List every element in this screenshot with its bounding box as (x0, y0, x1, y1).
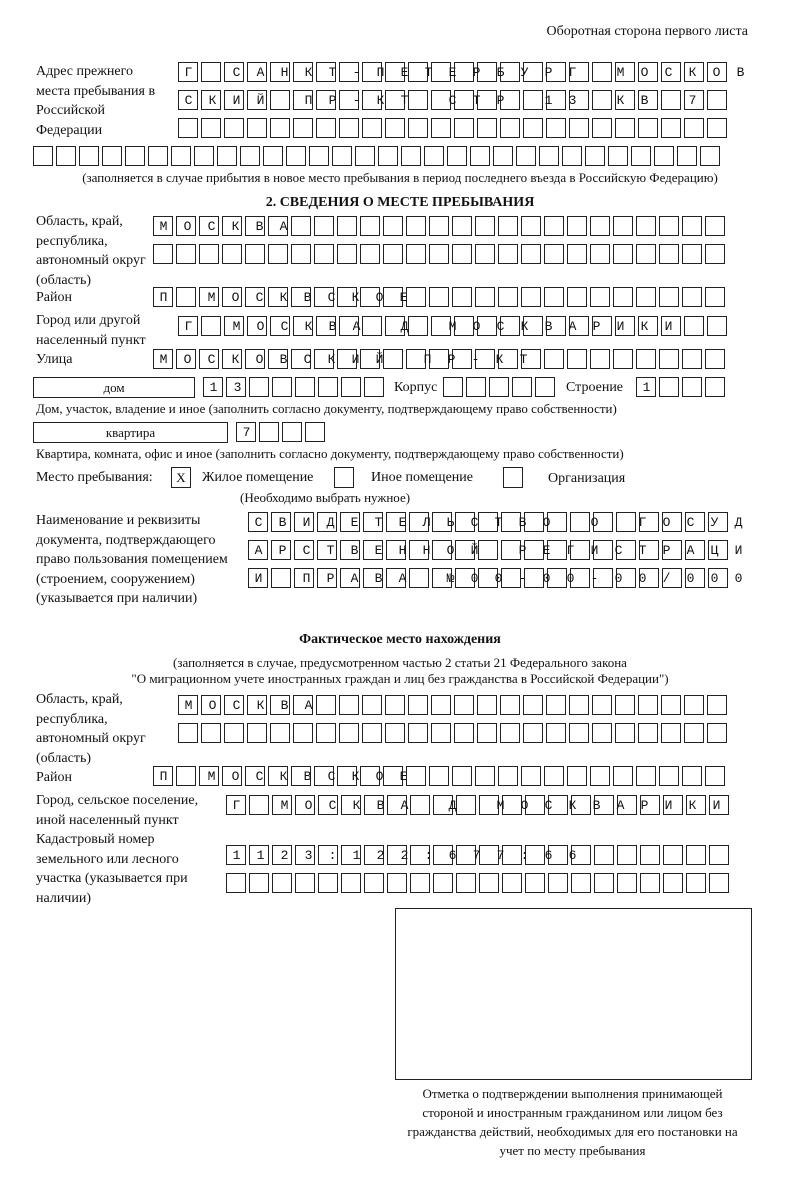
building-label: Строение (566, 380, 624, 395)
char-cell[interactable] (613, 244, 633, 264)
char-cell[interactable] (316, 118, 336, 138)
char-cell[interactable] (631, 146, 651, 166)
char-cell[interactable] (707, 695, 727, 715)
char-cell[interactable] (707, 316, 727, 336)
cell-grid[interactable] (178, 118, 727, 138)
region-label: Область, край, республика, автономный округ (область) (36, 214, 146, 288)
char-cell[interactable] (590, 766, 610, 786)
char-cell[interactable] (429, 244, 449, 264)
char-cell[interactable] (705, 244, 725, 264)
char-cell[interactable] (332, 146, 352, 166)
char-cell[interactable] (521, 287, 541, 307)
char-cell[interactable] (661, 118, 681, 138)
char-cell[interactable] (493, 146, 513, 166)
char-cell[interactable] (364, 377, 384, 397)
char-cell[interactable] (498, 216, 518, 236)
char-cell[interactable] (178, 118, 198, 138)
char-cell[interactable] (454, 695, 474, 715)
char-cell[interactable] (247, 118, 267, 138)
char-cell[interactable] (477, 723, 497, 743)
char-cell[interactable] (79, 146, 99, 166)
char-cell[interactable] (663, 845, 683, 865)
char-cell[interactable] (502, 873, 522, 893)
char-cell[interactable] (613, 349, 633, 369)
char-cell[interactable] (521, 244, 541, 264)
cell-row-text: АРСТВЕННОЙ РЕГИСТРАЦИ (254, 543, 759, 558)
char-cell[interactable] (385, 695, 405, 715)
char-cell[interactable] (700, 146, 720, 166)
cell-row-text: МОСКВА (184, 698, 329, 713)
char-cell[interactable] (544, 216, 564, 236)
char-cell[interactable] (245, 244, 265, 264)
actual-region-label: Область, край, республика, автономный округ (область) (36, 692, 146, 766)
char-cell[interactable] (454, 118, 474, 138)
char-cell[interactable] (500, 723, 520, 743)
actual-district-label: Район (36, 770, 72, 785)
char-cell[interactable] (544, 244, 564, 264)
char-cell[interactable] (659, 287, 679, 307)
place-note: (Необходимо выбрать нужное) (240, 490, 411, 505)
apt-note: Квартира, комната, офис и иное (заполнить согласно документу, подтверждающему право собственности) (36, 446, 624, 461)
char-cell[interactable] (592, 695, 612, 715)
char-cell[interactable] (638, 723, 658, 743)
char-cell[interactable] (406, 244, 426, 264)
char-cell[interactable] (682, 244, 702, 264)
cell-row-text: 1 (642, 380, 667, 395)
cell-row-text: Г МОСКВА Д МОСКВАРИКИ (184, 319, 689, 334)
char-cell[interactable] (153, 244, 173, 264)
char-cell[interactable] (709, 873, 729, 893)
char-cell[interactable] (429, 287, 449, 307)
char-cell[interactable] (498, 244, 518, 264)
char-cell[interactable] (424, 146, 444, 166)
cell-grid[interactable] (153, 244, 725, 264)
char-cell[interactable] (318, 377, 338, 397)
char-cell[interactable] (659, 216, 679, 236)
option-organization-label: Организация (548, 471, 626, 486)
char-cell[interactable] (247, 723, 267, 743)
char-cell[interactable] (544, 766, 564, 786)
char-cell[interactable] (548, 873, 568, 893)
char-cell[interactable] (659, 244, 679, 264)
char-cell[interactable] (659, 766, 679, 786)
apt-type-field[interactable]: квартира (33, 422, 228, 443)
char-cell[interactable] (383, 216, 403, 236)
cell-row-text: П МОСКВСКОЕ (159, 290, 424, 305)
cell-row-text: 7 (242, 425, 267, 440)
char-cell[interactable] (429, 216, 449, 236)
char-cell[interactable] (337, 216, 357, 236)
char-cell[interactable] (613, 216, 633, 236)
confirmation-stamp-box (395, 908, 752, 1080)
char-cell[interactable] (567, 216, 587, 236)
char-cell[interactable] (477, 118, 497, 138)
cell-grid[interactable] (178, 723, 727, 743)
char-cell[interactable] (270, 118, 290, 138)
char-cell[interactable] (523, 118, 543, 138)
char-cell[interactable] (295, 873, 315, 893)
char-cell[interactable] (615, 723, 635, 743)
char-cell[interactable] (240, 146, 260, 166)
char-cell[interactable] (454, 723, 474, 743)
cell-row-text: И ПРАВА №00-00-00/000 (254, 571, 759, 586)
cell-row-text: СВИДЕТЕЛЬСТВО О ГОСУД (254, 515, 759, 530)
char-cell[interactable] (705, 766, 725, 786)
char-cell[interactable] (224, 723, 244, 743)
char-cell[interactable] (341, 873, 361, 893)
char-cell[interactable] (636, 349, 656, 369)
char-cell[interactable] (314, 244, 334, 264)
char-cell[interactable] (663, 873, 683, 893)
cell-grid[interactable] (443, 377, 555, 397)
char-cell[interactable] (686, 845, 706, 865)
section-2-title: 2. СВЕДЕНИЯ О МЕСТЕ ПРЕБЫВАНИЯ (265, 195, 535, 210)
char-cell[interactable] (705, 377, 725, 397)
char-cell[interactable] (355, 146, 375, 166)
page-header: Оборотная сторона первого листа (546, 24, 748, 39)
char-cell[interactable] (516, 146, 536, 166)
korpus-label: Корпус (394, 380, 438, 395)
char-cell[interactable] (567, 244, 587, 264)
cell-row-text: 13 (209, 380, 258, 395)
char-cell[interactable] (705, 287, 725, 307)
char-cell[interactable] (682, 377, 702, 397)
city-label: Город или другой населенный пункт (36, 313, 146, 348)
cell-grid[interactable] (33, 146, 720, 166)
char-cell[interactable] (410, 873, 430, 893)
char-cell[interactable] (479, 873, 499, 893)
actual-city-label: Город, сельское поселение, иной населенный пункт (36, 793, 199, 828)
char-cell[interactable] (148, 146, 168, 166)
char-cell[interactable] (539, 146, 559, 166)
char-cell[interactable] (615, 118, 635, 138)
char-cell[interactable] (659, 349, 679, 369)
checkbox-organization[interactable] (503, 467, 523, 488)
char-cell[interactable] (33, 146, 53, 166)
char-cell[interactable] (360, 244, 380, 264)
char-cell[interactable] (498, 766, 518, 786)
char-cell[interactable] (705, 216, 725, 236)
char-cell[interactable] (385, 118, 405, 138)
char-cell[interactable] (291, 244, 311, 264)
char-cell[interactable] (500, 118, 520, 138)
char-cell[interactable] (470, 146, 490, 166)
prev-address-note: (заполняется в случае прибытия в новое место пребывания в период последнего въезда в Российскую Федерацию) (82, 170, 718, 185)
char-cell[interactable] (272, 377, 292, 397)
char-cell[interactable] (171, 146, 191, 166)
char-cell[interactable] (682, 766, 702, 786)
char-cell[interactable] (594, 873, 614, 893)
char-cell[interactable] (339, 723, 359, 743)
char-cell[interactable] (125, 146, 145, 166)
char-cell[interactable] (686, 873, 706, 893)
char-cell[interactable] (362, 723, 382, 743)
char-cell[interactable] (362, 695, 382, 715)
char-cell[interactable] (613, 766, 633, 786)
char-cell[interactable] (408, 695, 428, 715)
char-cell[interactable] (521, 766, 541, 786)
char-cell[interactable] (571, 873, 591, 893)
char-cell[interactable] (590, 244, 610, 264)
char-cell[interactable] (176, 244, 196, 264)
char-cell[interactable] (201, 118, 221, 138)
char-cell[interactable] (102, 146, 122, 166)
char-cell[interactable] (282, 422, 302, 442)
char-cell[interactable] (475, 287, 495, 307)
char-cell[interactable] (408, 723, 428, 743)
district-label: Район (36, 290, 72, 305)
char-cell[interactable] (569, 118, 589, 138)
char-cell[interactable] (341, 377, 361, 397)
house-note: Дом, участок, владение и иное (заполнить согласно документу, подтверждающему право собственности) (36, 401, 617, 416)
char-cell[interactable] (305, 422, 325, 442)
cadastral-label: Кадастровый номер земельного или лесного участка (указывается при наличии) (36, 832, 188, 906)
char-cell[interactable] (387, 873, 407, 893)
document-label: Наименование и реквизиты документа, подтверждающего право пользования помещением (строением, сооружением) (указывается при наличии) (36, 513, 228, 606)
char-cell[interactable] (431, 695, 451, 715)
char-cell[interactable] (636, 216, 656, 236)
char-cell[interactable] (707, 723, 727, 743)
char-cell[interactable] (617, 873, 637, 893)
char-cell[interactable] (592, 723, 612, 743)
actual-note-2: "О миграционном учете иностранных граждан и лиц без гражданства в Российской Федерации") (131, 671, 669, 686)
char-cell[interactable] (362, 118, 382, 138)
char-cell[interactable] (590, 349, 610, 369)
char-cell[interactable] (544, 349, 564, 369)
char-cell[interactable] (677, 146, 697, 166)
char-cell[interactable] (546, 118, 566, 138)
char-cell[interactable] (452, 287, 472, 307)
char-cell[interactable] (500, 695, 520, 715)
place-label: Место пребывания: (36, 470, 153, 485)
char-cell[interactable] (617, 845, 637, 865)
char-cell[interactable] (707, 118, 727, 138)
char-cell[interactable] (608, 146, 628, 166)
char-cell[interactable] (585, 146, 605, 166)
char-cell[interactable] (636, 287, 656, 307)
char-cell[interactable] (295, 377, 315, 397)
cell-row-text: МОСКОВСКИЙ ПР-КТ (159, 352, 544, 367)
char-cell[interactable] (546, 723, 566, 743)
char-cell[interactable] (590, 216, 610, 236)
cell-row-text: СКИЙ ПР-КТ СТР 13 КВ 7 (184, 93, 761, 108)
char-cell[interactable] (452, 766, 472, 786)
char-cell[interactable] (613, 287, 633, 307)
char-cell[interactable] (339, 695, 359, 715)
char-cell[interactable] (56, 146, 76, 166)
char-cell[interactable] (567, 349, 587, 369)
char-cell[interactable] (521, 216, 541, 236)
char-cell[interactable] (452, 244, 472, 264)
char-cell[interactable] (567, 287, 587, 307)
char-cell[interactable] (293, 118, 313, 138)
cell-row-text: 1123:122:677:66 (232, 848, 593, 863)
char-cell[interactable] (638, 695, 658, 715)
checkbox-residential[interactable]: X (171, 467, 191, 488)
char-cell[interactable] (433, 873, 453, 893)
char-cell[interactable] (201, 723, 221, 743)
char-cell[interactable] (615, 695, 635, 715)
char-cell[interactable] (406, 216, 426, 236)
char-cell[interactable] (546, 695, 566, 715)
char-cell[interactable] (640, 845, 660, 865)
char-cell[interactable] (378, 146, 398, 166)
char-cell[interactable] (466, 377, 486, 397)
char-cell[interactable] (569, 695, 589, 715)
char-cell[interactable] (443, 377, 463, 397)
char-cell[interactable] (682, 349, 702, 369)
prev-address-label: Адрес прежнего места пребывания в Российской Федерации (36, 64, 156, 138)
char-cell[interactable] (401, 146, 421, 166)
option-residential-label: Жилое помещение (202, 470, 314, 485)
char-cell[interactable] (199, 244, 219, 264)
char-cell[interactable] (498, 287, 518, 307)
char-cell[interactable] (535, 377, 555, 397)
char-cell[interactable] (661, 695, 681, 715)
char-cell[interactable] (385, 723, 405, 743)
char-cell[interactable] (314, 216, 334, 236)
cell-grid[interactable] (226, 873, 729, 893)
street-label: Улица (36, 352, 73, 367)
char-cell[interactable] (293, 723, 313, 743)
char-cell[interactable] (339, 118, 359, 138)
cell-row-text: МОСКВА (159, 219, 304, 234)
char-cell[interactable] (682, 287, 702, 307)
char-cell[interactable] (447, 146, 467, 166)
char-cell[interactable] (684, 723, 704, 743)
char-cell[interactable] (272, 873, 292, 893)
cell-row-text: П МОСКВСКОЕ (159, 769, 424, 784)
char-cell[interactable] (318, 873, 338, 893)
char-cell[interactable] (475, 244, 495, 264)
char-cell[interactable] (429, 766, 449, 786)
char-cell[interactable] (178, 723, 198, 743)
char-cell[interactable] (383, 244, 403, 264)
char-cell[interactable] (636, 244, 656, 264)
stamp-caption: Отметка о подтверждении выполнения принимающей стороной и иностранным гражданином или лицом без гражданства действий, необходимых для его постановки на учет по месту пребывания (407, 1086, 738, 1158)
char-cell[interactable] (249, 873, 269, 893)
char-cell[interactable] (224, 118, 244, 138)
char-cell[interactable] (364, 873, 384, 893)
char-cell[interactable] (636, 766, 656, 786)
char-cell[interactable] (590, 287, 610, 307)
char-cell[interactable] (682, 216, 702, 236)
char-cell[interactable] (654, 146, 674, 166)
char-cell[interactable] (286, 146, 306, 166)
char-cell[interactable] (640, 873, 660, 893)
checkbox-other-premises[interactable] (334, 467, 354, 488)
char-cell[interactable] (477, 695, 497, 715)
char-cell[interactable] (709, 845, 729, 865)
char-cell[interactable] (705, 349, 725, 369)
char-cell[interactable] (525, 873, 545, 893)
char-cell[interactable] (489, 377, 509, 397)
char-cell[interactable] (194, 146, 214, 166)
char-cell[interactable] (592, 118, 612, 138)
char-cell[interactable] (684, 695, 704, 715)
char-cell[interactable] (456, 873, 476, 893)
option-other-label: Иное помещение (371, 470, 473, 485)
char-cell[interactable] (638, 118, 658, 138)
char-cell[interactable] (337, 244, 357, 264)
char-cell[interactable] (217, 146, 237, 166)
char-cell[interactable] (523, 723, 543, 743)
actual-note-1: (заполняется в случае, предусмотренном частью 2 статьи 21 Федерального закона (173, 655, 627, 670)
char-cell[interactable] (431, 723, 451, 743)
char-cell[interactable] (222, 244, 242, 264)
char-cell[interactable] (475, 216, 495, 236)
char-cell[interactable] (309, 146, 329, 166)
char-cell[interactable] (270, 723, 290, 743)
char-cell[interactable] (408, 118, 428, 138)
actual-location-title: Фактическое место нахождения (299, 632, 501, 647)
char-cell[interactable] (544, 287, 564, 307)
char-cell[interactable] (263, 146, 283, 166)
char-cell[interactable] (567, 766, 587, 786)
char-cell[interactable] (226, 873, 246, 893)
char-cell[interactable] (562, 146, 582, 166)
cell-row-text: Г МОСКВА Д МОСКВАРИКИ (232, 798, 737, 813)
char-cell[interactable] (475, 766, 495, 786)
char-cell[interactable] (431, 118, 451, 138)
cell-row-text: Г САНКТ-ПЕТЕРБУРГ МОСКОВ (184, 65, 761, 80)
char-cell[interactable] (360, 216, 380, 236)
char-cell[interactable] (316, 723, 336, 743)
char-cell[interactable] (268, 244, 288, 264)
char-cell[interactable] (512, 377, 532, 397)
char-cell[interactable] (594, 845, 614, 865)
char-cell[interactable] (452, 216, 472, 236)
char-cell[interactable] (523, 695, 543, 715)
house-type-field[interactable]: дом (33, 377, 195, 398)
char-cell[interactable] (569, 723, 589, 743)
char-cell[interactable] (661, 723, 681, 743)
char-cell[interactable] (684, 118, 704, 138)
